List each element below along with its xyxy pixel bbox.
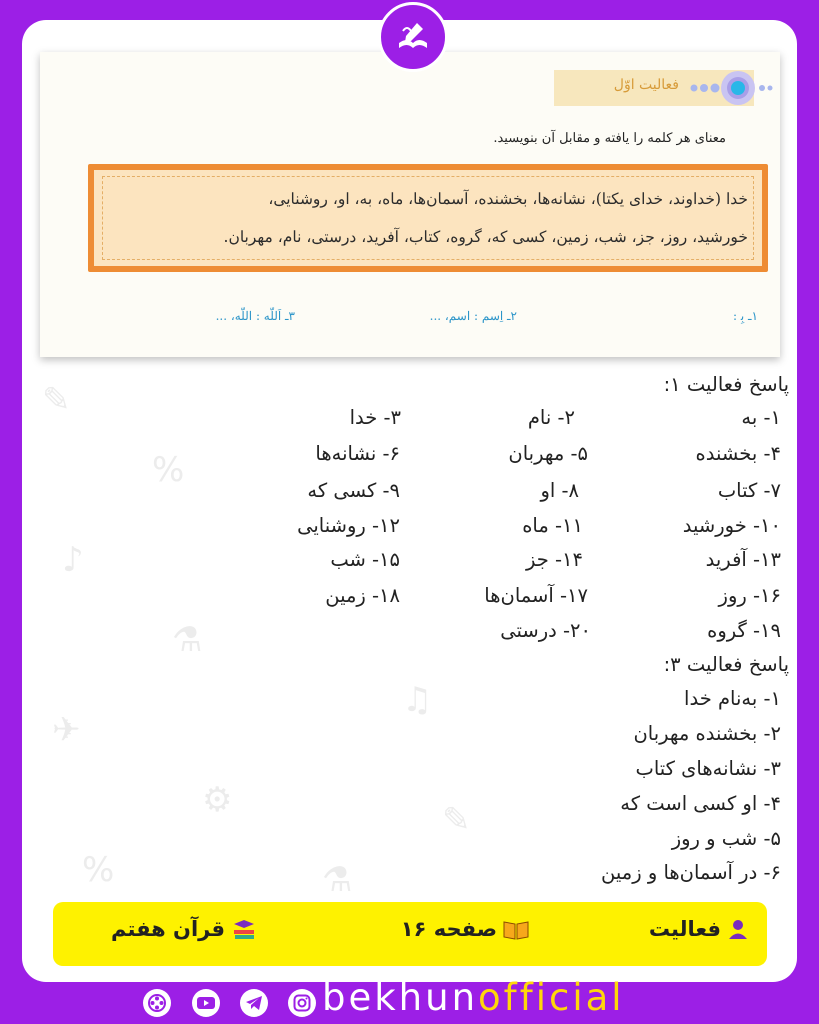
word-list-box bbox=[88, 164, 768, 272]
instruction-text: معنای هر کلمه را یافته و مقابل آن بنویسید. bbox=[493, 131, 726, 146]
answer-8: ۸- او bbox=[540, 479, 579, 502]
aparat-icon[interactable] bbox=[143, 989, 171, 1017]
answer-3-5: ۵- شب و روز bbox=[671, 827, 781, 850]
word-list-line-1: خدا (خداوند، خدای یکتا)، نشانه‌ها، بخشنده، آسمان‌ها، ماه، به، او، روشنایی، bbox=[268, 190, 748, 208]
answer-19: ۱۹- گروه bbox=[707, 619, 781, 642]
answer-9: ۹- کسی که bbox=[307, 479, 400, 502]
answer-11: ۱۱- ماه bbox=[522, 514, 583, 537]
content-card: ✎ % ♪ ⚗ ✈ ⚙ % ♫ ✎ ⚗ bbox=[22, 20, 797, 982]
answer-3-4: ۴- او کسی است که bbox=[620, 792, 781, 815]
book-pen-logo bbox=[378, 2, 448, 72]
youtube-icon[interactable] bbox=[192, 989, 220, 1017]
answer-1: ۱- به bbox=[741, 406, 781, 429]
answers-1-heading: پاسخ فعالیت ۱: bbox=[663, 373, 789, 396]
student-icon bbox=[727, 918, 749, 940]
answer-20: ۲۰- درستی bbox=[500, 619, 591, 642]
answer-3-3: ۳- نشانه‌های کتاب bbox=[635, 757, 781, 780]
answer-2: ۲- نام bbox=[527, 406, 575, 429]
answer-4: ۴- بخشنده bbox=[695, 442, 781, 465]
flower-decoration-icon bbox=[686, 62, 776, 114]
brand-part-2: official bbox=[478, 976, 625, 1019]
answer-13: ۱۳- آفرید bbox=[705, 548, 781, 571]
brand-name bbox=[322, 976, 625, 1019]
answer-15: ۱۵- شب bbox=[330, 548, 400, 571]
banner-page: صفحه ۱۶ bbox=[401, 917, 529, 941]
banner-book: قرآن هفتم bbox=[111, 917, 257, 941]
answer-6: ۶- نشانه‌ها bbox=[315, 442, 400, 465]
instagram-icon[interactable] bbox=[288, 989, 316, 1017]
example-2: ۲ـ اِسم : اسم، ... bbox=[429, 309, 517, 323]
answers-3-heading: پاسخ فعالیت ۳: bbox=[663, 653, 789, 676]
word-list-line-2: خورشید، روز، جز، شب، زمین، کسی که، گروه، کتاب، آفرید، درستی، نام، مهربان. bbox=[223, 228, 748, 246]
answer-14: ۱۴- جز bbox=[525, 548, 583, 571]
answer-10: ۱۰- خورشید bbox=[682, 514, 781, 537]
answer-5: ۵- مهربان bbox=[508, 442, 588, 465]
answer-3-6: ۶- در آسمان‌ها و زمین bbox=[601, 861, 781, 884]
answer-12: ۱۲- روشنایی bbox=[297, 514, 400, 537]
telegram-icon[interactable] bbox=[240, 989, 268, 1017]
answer-16: ۱۶- روز bbox=[718, 584, 781, 607]
answer-3-2: ۲- بخشنده مهربان bbox=[633, 722, 781, 745]
answer-3-1: ۱- به‌نام خدا bbox=[684, 687, 781, 710]
book-pen-logo-icon bbox=[391, 15, 435, 59]
open-book-icon bbox=[503, 918, 529, 940]
answer-17: ۱۷- آسمان‌ها bbox=[484, 584, 588, 607]
textbook-excerpt bbox=[40, 52, 780, 357]
example-1: ۱ـ بِ‍ : bbox=[733, 309, 758, 323]
banner-activity: فعالیت bbox=[649, 917, 749, 941]
example-3: ۳ـ اَللّه : اللّه، ... bbox=[215, 309, 295, 323]
info-banner bbox=[53, 902, 767, 966]
answer-18: ۱۸- زمین bbox=[325, 584, 400, 607]
activity-badge bbox=[554, 70, 754, 106]
brand-part-1: bekhun bbox=[322, 976, 479, 1019]
answer-7: ۷- کتاب bbox=[717, 479, 781, 502]
answer-3: ۳- خدا bbox=[349, 406, 401, 429]
graduation-books-icon bbox=[231, 918, 257, 940]
activity-title: فعالیت اوّل bbox=[613, 77, 679, 93]
